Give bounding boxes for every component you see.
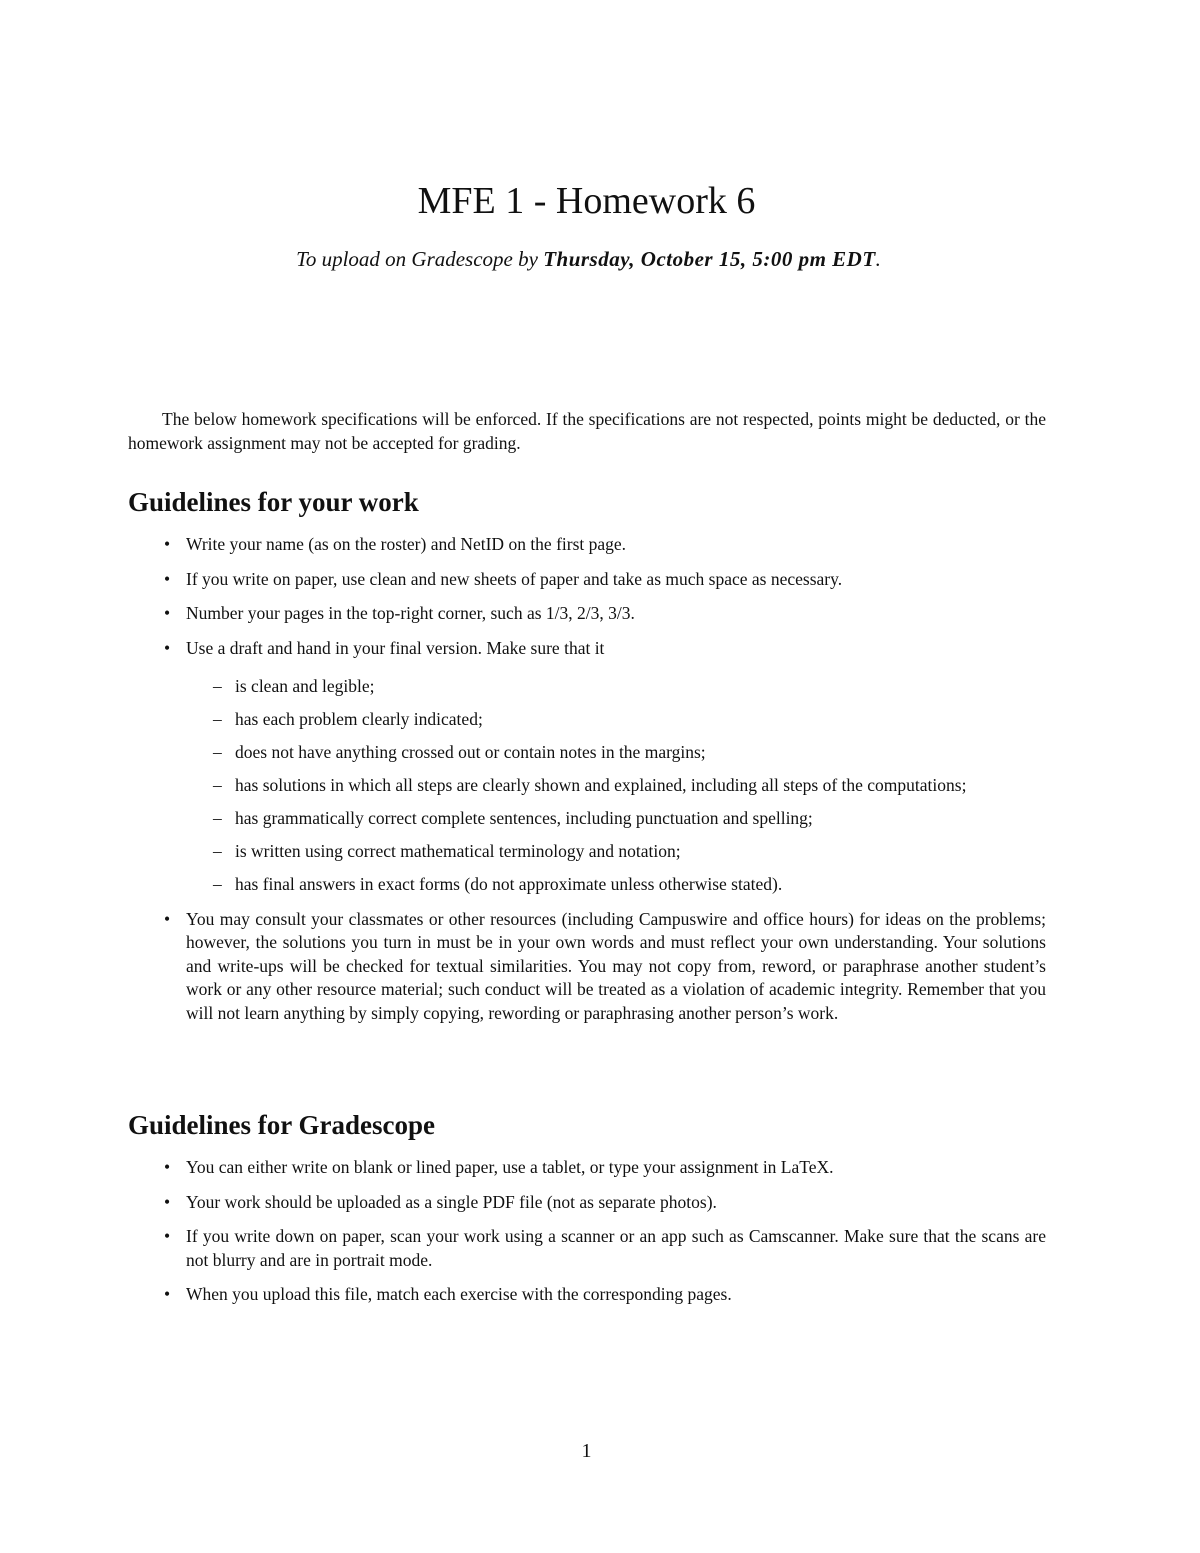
section-heading-work: Guidelines for your work	[128, 487, 419, 517]
sub-list-item-text: has solutions in which all steps are clearly shown and explained, including all steps of the computations;	[235, 775, 967, 795]
section-heading-gradescope: Guidelines for Gradescope	[128, 1110, 435, 1140]
list-item-text: If you write down on paper, scan your work using a scanner or an app such as Camscanner. Make sure that the scans are not blurry and are in portrait mode.	[186, 1226, 1046, 1270]
sub-list-item	[186, 741, 1046, 765]
bullet-icon: •	[164, 534, 171, 554]
list-item	[128, 1225, 1046, 1272]
list-item	[128, 1156, 1046, 1180]
bullet-icon: •	[164, 1284, 171, 1304]
dash-icon: –	[213, 808, 222, 828]
sub-list-item-text: is written using correct mathematical terminology and notation;	[235, 841, 681, 861]
list-item-text: When you upload this file, match each exercise with the corresponding pages.	[186, 1284, 732, 1304]
dash-icon: –	[213, 742, 222, 762]
document-title: MFE 1 - Homework 6	[417, 180, 756, 222]
dash-icon: –	[213, 676, 222, 696]
sub-list-item	[186, 873, 1046, 897]
list-item	[128, 637, 1046, 897]
sub-list-item-text: has final answers in exact forms (do not approximate unless otherwise stated).	[235, 874, 783, 894]
list-item	[128, 908, 1046, 1026]
sub-list-item	[186, 840, 1046, 864]
page-number: 1	[581, 1440, 592, 1462]
list-item-text: You may consult your classmates or other resources (including Campuswire and office hours) for ideas on the problems; however, the solutions you turn in must be in your own words and must reflect your own understanding. Your solutions and write-ups will be checked for textual similarities. You may not copy from, reword, or paraphrase another student’s work or any other resource material; such conduct will be treated as a violation of academic integrity. Remember that you will not learn anything by simply copying, rewording or paraphrasing another person’s work.	[186, 908, 1046, 1023]
subtitle-prefix: To upload on Gradescope by	[296, 247, 544, 271]
sub-list-item-text: is clean and legible;	[235, 676, 375, 696]
list-item	[128, 533, 1046, 557]
subtitle-deadline: Thursday, October 15, 5:00 pm EDT	[543, 247, 876, 271]
list-item-text: Number your pages in the top-right corner, such as 1/3, 2/3, 3/3.	[186, 603, 635, 623]
list-item	[128, 602, 1046, 626]
sub-list-item-text: has grammatically correct complete sentences, including punctuation and spelling;	[235, 808, 813, 828]
section-gradescope-guidelines	[128, 1109, 1046, 1318]
list-item	[128, 1191, 1046, 1215]
bullet-icon: •	[164, 1191, 171, 1212]
list-item-text: If you write on paper, use clean and new sheets of paper and take as much space as necessary.	[186, 568, 843, 589]
bullet-icon: •	[164, 603, 171, 623]
dash-icon: –	[213, 874, 222, 894]
dash-icon: –	[213, 841, 222, 861]
list-item	[128, 568, 1046, 592]
work-guidelines-list	[128, 533, 1046, 1025]
bullet-icon: •	[164, 637, 171, 658]
bullet-icon: •	[164, 1226, 171, 1246]
sub-list-item	[186, 774, 1046, 798]
intro-paragraph: The below homework specifications will be enforced. If the specifications are not respected, points might be deducted, or the homework assignment may not be accepted for grading.	[128, 409, 1046, 453]
sub-list-item	[186, 708, 1046, 732]
list-item	[128, 1283, 1046, 1307]
sub-list-item	[186, 675, 1046, 699]
list-item-text: Your work should be uploaded as a single PDF file (not as separate photos).	[186, 1191, 717, 1212]
list-item-text: Write your name (as on the roster) and NetID on the first page.	[186, 534, 627, 554]
sub-list-item-text: has each problem clearly indicated;	[235, 709, 483, 729]
bullet-icon: •	[164, 568, 171, 589]
bullet-icon: •	[164, 908, 171, 929]
sub-list-item	[186, 807, 1046, 831]
subtitle-suffix: .	[875, 247, 881, 271]
section-work-guidelines	[128, 486, 1046, 1036]
final-version-checklist	[186, 675, 1046, 897]
list-item-text: Use a draft and hand in your final version. Make sure that it	[186, 637, 605, 658]
dash-icon: –	[213, 775, 222, 795]
list-item-text: You can either write on blank or lined paper, use a tablet, or type your assignment in LaTeX.	[186, 1157, 834, 1177]
document-subtitle	[0, 245, 1177, 273]
dash-icon: –	[213, 709, 222, 729]
bullet-icon: •	[164, 1157, 171, 1177]
gradescope-guidelines-list	[128, 1156, 1046, 1307]
sub-list-item-text: does not have anything crossed out or contain notes in the margins;	[235, 742, 706, 762]
